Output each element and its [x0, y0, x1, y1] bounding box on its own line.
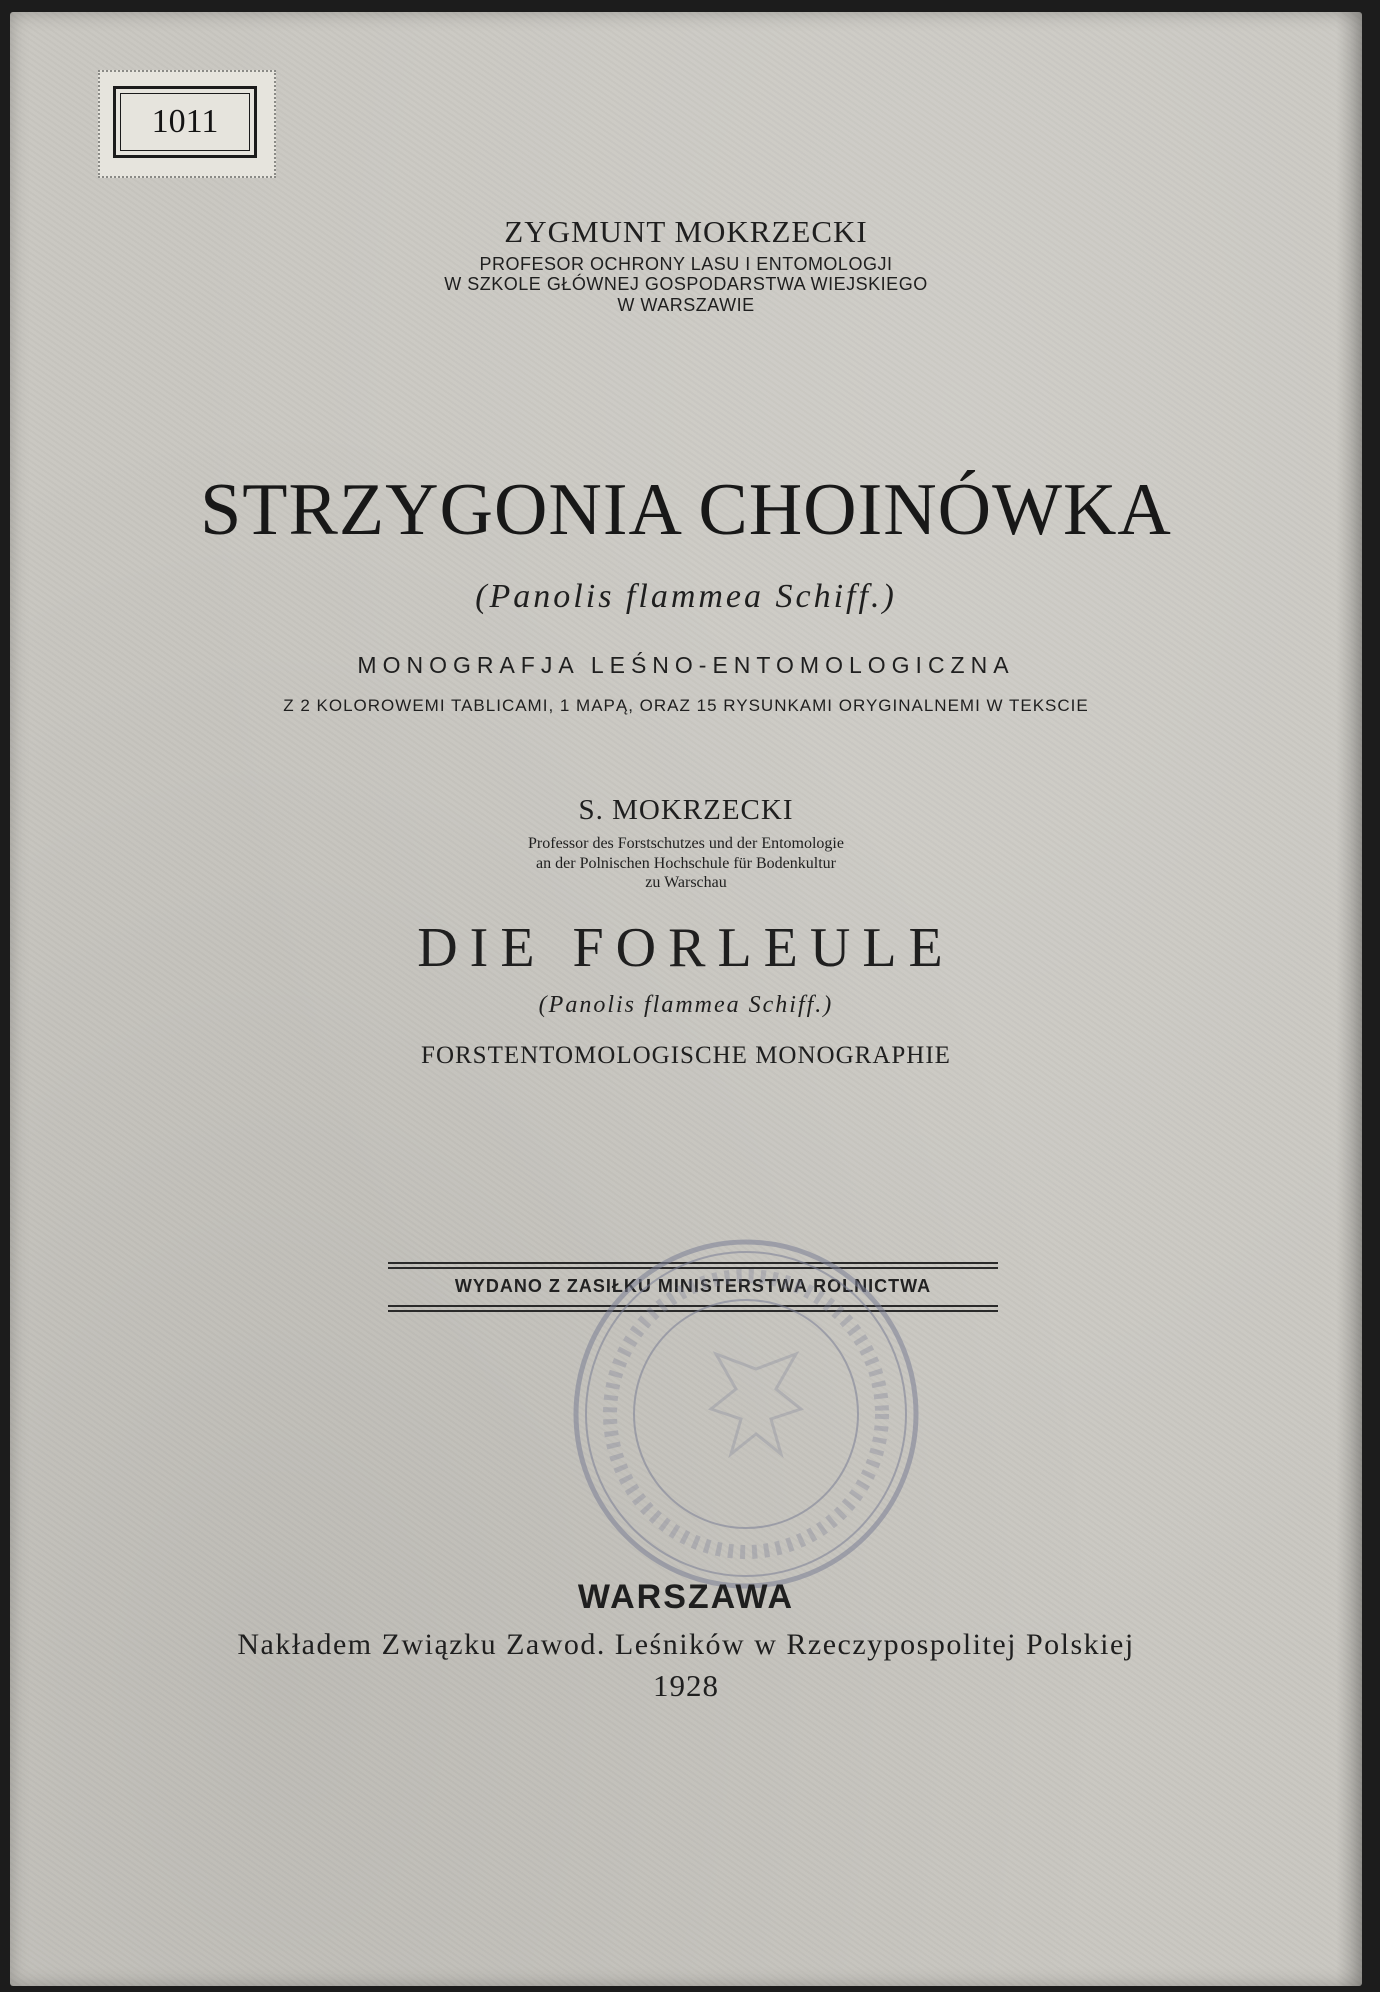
publication-city: WARSZAWA — [577, 1578, 795, 1616]
catalog-number: 1011 — [113, 86, 257, 158]
german-affiliation-line-2: an der Polnischen Hochschule für Bodenkultur — [536, 855, 836, 872]
publication-year: 1928 — [653, 1668, 719, 1703]
book-title: STRZYGONIA CHOINÓWKA — [200, 469, 1172, 551]
funding-band — [388, 1262, 998, 1310]
german-author-name: S. MOKRZECKI — [578, 794, 794, 826]
latin-name: (Panolis flammea Schiff.) — [475, 578, 897, 615]
publisher: Nakładem Związku Zawod. Leśników w Rzeczypospolitej Polskiej — [237, 1628, 1135, 1661]
german-title: DIE FORLEULE — [417, 917, 955, 979]
author-name: ZYGMUNT MOKRZECKI — [504, 214, 868, 249]
funding-rule-bottom-inner — [388, 1305, 998, 1307]
german-affiliation-line-1: Professor des Forstschutzes und der Entomologie — [528, 835, 844, 852]
funding-rule-top — [388, 1262, 998, 1264]
german-subtitle: FORSTENTOMOLOGISCHE MONOGRAPHIE — [421, 1042, 951, 1069]
funding-rule-bottom — [388, 1310, 998, 1312]
german-affiliation-line-3: zu Warschau — [645, 874, 727, 891]
illustrations-note: Z 2 KOLOROWEMI TABLICAMI, 1 MAPĄ, ORAZ 15 RYSUNKAMI ORYGINALNEMI W TEKSCIE — [283, 696, 1089, 715]
author-affiliation-line-2: W SZKOLE GŁÓWNEJ GOSPODARSTWA WIEJSKIEGO — [444, 274, 928, 294]
funding-note: WYDANO Z ZASIŁKU MINISTERSTWA ROLNICTWA — [454, 1276, 932, 1296]
author-affiliation-line-1: PROFESOR OCHRONY LASU I ENTOMOLOGJI — [479, 254, 893, 274]
book-subtitle: MONOGRAFJA LEŚNO-ENTOMOLOGICZNA — [357, 652, 1015, 678]
author-affiliation-line-3: W WARSZAWIE — [617, 295, 755, 315]
book-cover — [10, 12, 1362, 1986]
funding-rule-top-inner — [388, 1267, 998, 1269]
catalog-label — [98, 70, 276, 178]
german-latin-name: (Panolis flammea Schiff.) — [538, 992, 834, 1018]
